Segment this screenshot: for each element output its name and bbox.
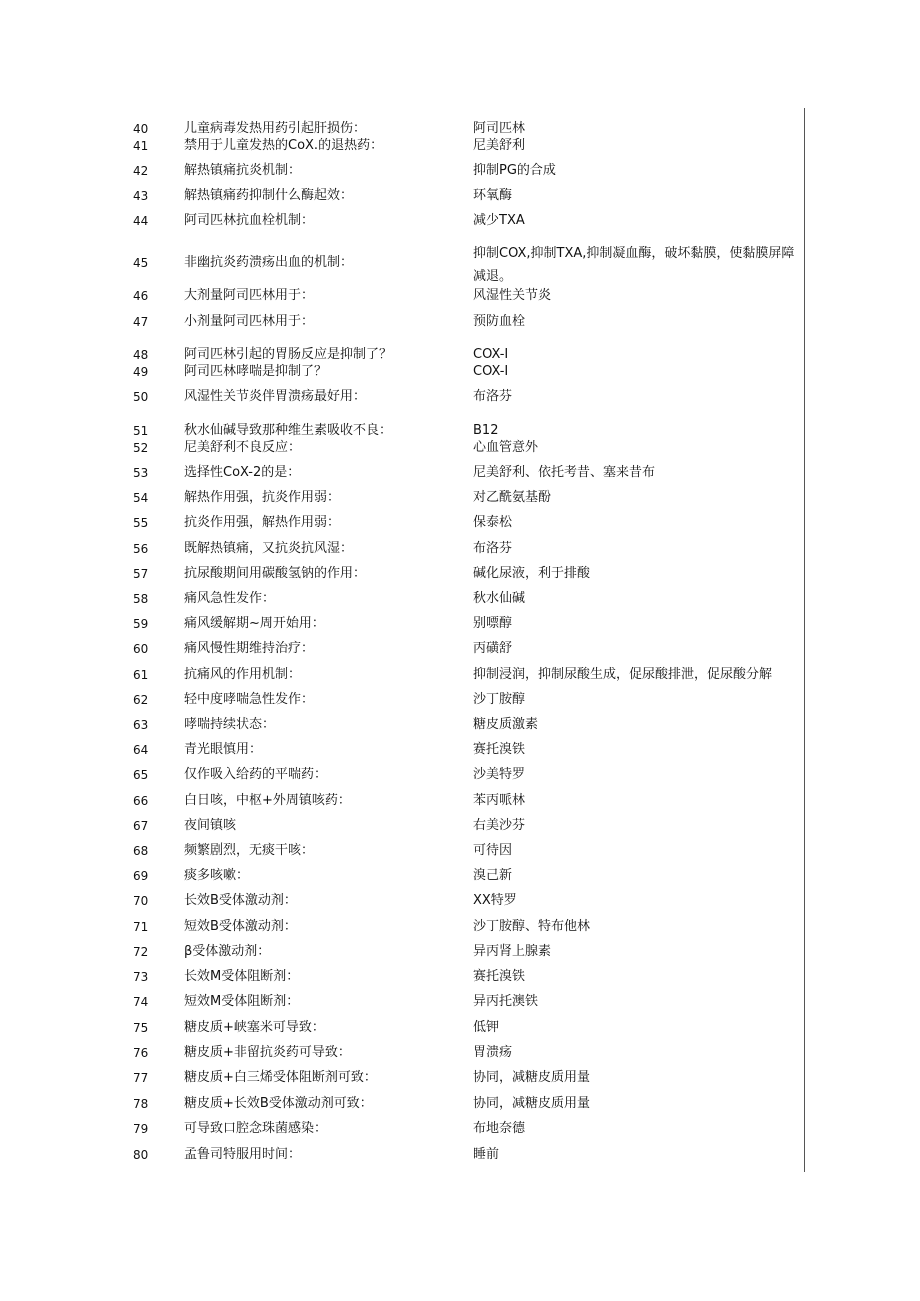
row-answer: 低钾: [473, 1020, 500, 1035]
row-number: 52: [133, 441, 149, 455]
row-answer: 保泰松: [473, 515, 513, 530]
row-number: 77: [133, 1071, 149, 1085]
row-question: 短效B受体激动剂：: [184, 919, 297, 934]
row-question: 儿童病毒发热用药引起肝损伤：: [184, 121, 367, 136]
row-answer: 对乙酰氨基酚: [473, 490, 552, 505]
row-question: 抗尿酸期间用碳酸氢钠的作用：: [184, 566, 367, 581]
row-answer: 异丙托澳铁: [473, 994, 539, 1009]
row-question: 长效B受体激动剂：: [184, 893, 297, 908]
row-number: 48: [133, 348, 149, 362]
row-number: 43: [133, 189, 149, 203]
row-answer: 可待因: [473, 843, 513, 858]
row-number: 66: [133, 794, 149, 808]
row-question: 痛风急性发作：: [184, 591, 276, 606]
row-answer: 抑制PG的合成: [473, 163, 556, 178]
row-number: 65: [133, 768, 149, 782]
row-answer: 环氧酶: [473, 188, 513, 203]
row-answer: 右美沙芬: [473, 818, 526, 833]
row-question: 短效M受体阻断剂：: [184, 994, 300, 1009]
row-answer: 阿司匹林: [473, 121, 526, 136]
row-question: 大剂量阿司匹林用于：: [184, 288, 315, 303]
row-question: 痰多咳嗽：: [184, 868, 250, 883]
row-question: 白日咳，中枢+外周镇咳药：: [184, 793, 351, 808]
row-question: 青光眼慎用：: [184, 742, 263, 757]
row-answer: 心血管意外: [473, 440, 539, 455]
row-number: 71: [133, 920, 149, 934]
row-question: 阿司匹林哮喘是抑制了？: [184, 364, 328, 379]
row-question: 哮喘持续状态：: [184, 717, 276, 732]
row-question: 阿司匹林引起的胃肠反应是抑制了？: [184, 347, 393, 362]
row-number: 63: [133, 718, 149, 732]
row-question: 糖皮质+峡塞米可导致：: [184, 1020, 325, 1035]
row-question: 频繁剧烈，无痰干咳：: [184, 843, 315, 858]
row-answer: 抑制浸润，抑制尿酸生成，促尿酸排泄，促尿酸分解: [473, 667, 773, 682]
row-answer: 布洛芬: [473, 389, 513, 404]
row-answer: B12: [473, 423, 499, 438]
row-number: 45: [133, 256, 149, 270]
row-number: 67: [133, 819, 149, 833]
row-answer: COX-I: [473, 347, 509, 362]
row-question: 糖皮质+白三烯受体阻断剂可致：: [184, 1070, 377, 1085]
row-answer: 沙丁胺醇: [473, 692, 526, 707]
row-answer: 协同，减糖皮质用量: [473, 1096, 591, 1111]
row-question: 解热镇痛药抑制什么酶起效：: [184, 188, 354, 203]
row-question: 尼美舒利不良反应：: [184, 440, 302, 455]
row-answer: 糖皮质激素: [473, 717, 539, 732]
row-question: 仅作吸入给药的平喘药：: [184, 767, 328, 782]
row-number: 72: [133, 945, 149, 959]
row-answer: 睡前: [473, 1147, 500, 1162]
row-question: 轻中度哮喘急性发作：: [184, 692, 315, 707]
row-number: 46: [133, 289, 149, 303]
row-question: 孟鲁司特服用时间：: [184, 1147, 302, 1162]
row-answer: 别嘌醇: [473, 616, 513, 631]
row-answer: 胃溃疡: [473, 1045, 513, 1060]
row-answer: 尼美舒利、依托考昔、塞来昔布: [473, 465, 656, 480]
row-answer: 预防血栓: [473, 314, 526, 329]
row-number: 59: [133, 617, 149, 631]
row-answer: 丙磺舒: [473, 641, 513, 656]
row-question: 既解热镇痛，又抗炎抗风湿：: [184, 541, 354, 556]
row-number: 53: [133, 466, 149, 480]
row-question: 夜间镇咳: [184, 818, 237, 833]
row-number: 49: [133, 365, 149, 379]
row-number: 57: [133, 567, 149, 581]
row-answer: 赛托溴铁: [473, 969, 526, 984]
row-number: 76: [133, 1046, 149, 1060]
row-number: 56: [133, 542, 149, 556]
row-question: 抗痛风的作用机制：: [184, 667, 302, 682]
row-question: 非幽抗炎药溃疡出血的机制：: [184, 255, 354, 270]
row-answer: 溴己新: [473, 868, 513, 883]
row-answer: 赛托溴铁: [473, 742, 526, 757]
row-answer: 尼美舒利: [473, 138, 526, 153]
row-number: 75: [133, 1021, 149, 1035]
row-answer: 苯丙哌林: [473, 793, 526, 808]
row-number: 51: [133, 424, 149, 438]
row-number: 41: [133, 139, 149, 153]
row-question: 选择性CoX-2的是：: [184, 465, 301, 480]
row-question: 糖皮质+非留抗炎药可导致：: [184, 1045, 351, 1060]
row-question: 解热镇痛抗炎机制：: [184, 163, 302, 178]
row-number: 60: [133, 642, 149, 656]
row-number: 50: [133, 390, 149, 404]
row-number: 58: [133, 592, 149, 606]
row-answer: 协同，减糖皮质用量: [473, 1070, 591, 1085]
row-number: 70: [133, 894, 149, 908]
row-number: 74: [133, 995, 149, 1009]
row-number: 47: [133, 315, 149, 329]
row-question: 小剂量阿司匹林用于：: [184, 314, 315, 329]
row-number: 78: [133, 1097, 149, 1111]
row-answer: XX特罗: [473, 893, 517, 908]
row-question: 禁用于儿童发热的CoX.的退热药：: [184, 138, 384, 153]
row-question: 长效M受体阻断剂：: [184, 969, 300, 984]
row-number: 73: [133, 970, 149, 984]
row-question: 痛风缓解期~周开始用：: [184, 616, 325, 631]
row-answer: 布地奈德: [473, 1121, 526, 1136]
row-question: β受体激动剂：: [184, 944, 271, 959]
row-number: 40: [133, 122, 149, 136]
row-question: 可导致口腔念珠菌感染：: [184, 1121, 328, 1136]
row-answer: 碱化尿液，利于排酸: [473, 566, 591, 581]
row-number: 80: [133, 1148, 149, 1162]
row-answer: 异丙肾上腺素: [473, 944, 552, 959]
row-question: 风湿性关节炎伴胃溃疡最好用：: [184, 389, 367, 404]
row-number: 79: [133, 1122, 149, 1136]
row-answer: 沙美特罗: [473, 767, 526, 782]
row-answer: COX-I: [473, 364, 509, 379]
row-number: 68: [133, 844, 149, 858]
row-answer: 抑制COX,抑制TXA,抑制凝血酶，破坏黏膜，使黏膜屏障减退。: [473, 246, 795, 284]
row-question: 糖皮质+长效B受体激动剂可致：: [184, 1096, 373, 1111]
row-answer: 减少TXA: [473, 213, 525, 228]
row-answer: 布洛芬: [473, 541, 513, 556]
row-answer: 沙丁胺醇、特布他林: [473, 919, 591, 934]
row-answer: 风湿性关节炎: [473, 288, 552, 303]
row-question: 抗炎作用强，解热作用弱：: [184, 515, 341, 530]
row-question: 阿司匹林抗血栓机制：: [184, 213, 315, 228]
right-margin-rule: [804, 108, 805, 1172]
row-number: 44: [133, 214, 149, 228]
row-number: 42: [133, 164, 149, 178]
row-question: 解热作用强，抗炎作用弱：: [184, 490, 341, 505]
row-number: 64: [133, 743, 149, 757]
row-number: 61: [133, 668, 149, 682]
row-answer: 秋水仙碱: [473, 591, 526, 606]
row-question: 痛风慢性期维持治疗：: [184, 641, 315, 656]
row-question: 秋水仙碱导致那种维生素吸收不良：: [184, 423, 393, 438]
row-number: 69: [133, 869, 149, 883]
row-number: 62: [133, 693, 149, 707]
row-number: 54: [133, 491, 149, 505]
row-number: 55: [133, 516, 149, 530]
